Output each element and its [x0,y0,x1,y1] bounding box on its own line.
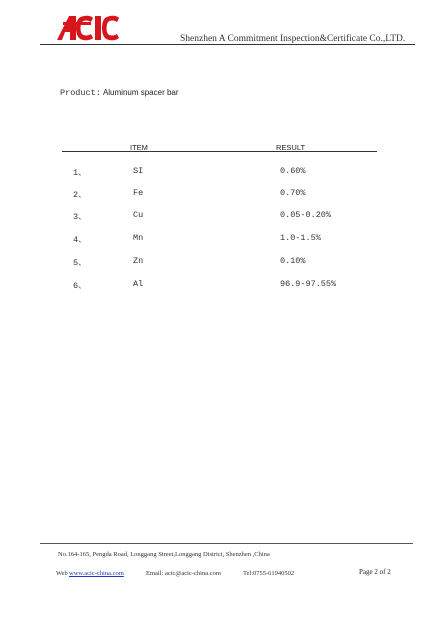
footer-email: Email: acic@acic-china.com [146,570,221,577]
row-number: 5、 [73,258,87,268]
row-result: 1.0-1.5% [280,233,321,243]
table-row [0,279,437,293]
acic-logo-icon [55,12,125,42]
table-row [0,210,437,224]
footer-divider [40,543,413,544]
product-line [60,87,179,98]
row-element: Cu [133,210,144,220]
row-number: 1、 [73,168,87,178]
page-number: Page 2 of 2 [359,568,391,576]
company-logo [55,12,125,42]
row-element: SI [133,166,144,176]
footer-phone: Tel:0755-61940502 [243,570,295,577]
row-element: Fe [133,188,144,198]
row-number: 6、 [73,281,87,291]
footer-address: No.164-165, Pengda Road, Longgang Street,Longgang District, Shenzhen ,China [58,551,270,558]
table-row [0,256,437,270]
row-result: 0.60% [280,166,306,176]
row-result: 0.10% [280,256,306,266]
table-row [0,188,437,202]
row-result: 0.70% [280,188,306,198]
table-header-divider [62,151,377,152]
row-element: Zn [133,256,144,266]
row-element: Mn [133,233,144,243]
header-divider [40,44,415,45]
table-row [0,233,437,247]
website-link[interactable]: www.acic-china.com [69,570,124,577]
web-label: Web [56,570,68,577]
column-header-result: RESULT [276,143,306,152]
product-label: Product: [60,88,101,98]
row-result: 0.05-0.20% [280,210,332,220]
row-result: 96.9-97.55% [280,279,337,289]
row-number: 4、 [73,235,87,245]
column-header-item: ITEM [130,143,148,152]
row-number: 3、 [73,212,87,222]
row-number: 2、 [73,190,87,200]
company-name: Shenzhen A Commitment Inspection&Certificate Co.,LTD. [180,34,406,44]
row-element: Al [133,279,144,289]
table-row [0,166,437,180]
product-value: Aluminum spacer bar [102,88,179,97]
